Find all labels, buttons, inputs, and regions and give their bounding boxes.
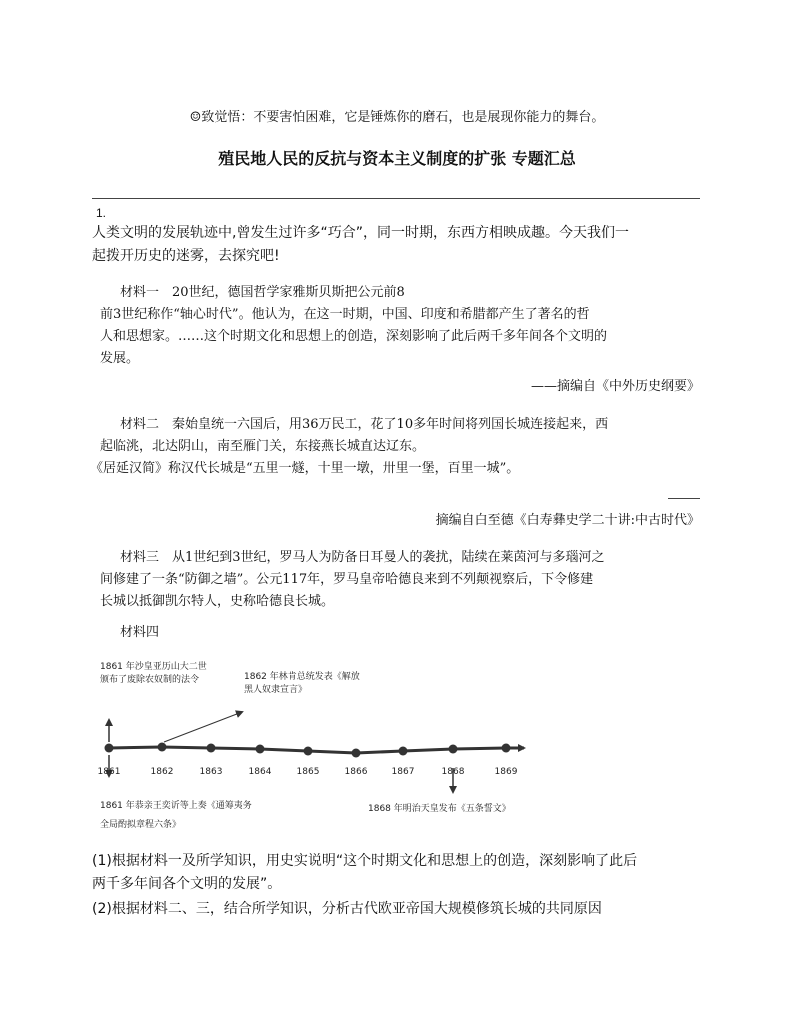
event-label-1862-lincoln: 黑人奴隶宣言》 [244,685,308,695]
title-divider [92,198,700,199]
material-2-line: 材料二 秦始皇统一六国后，用36万民工，花了10多年时间将列国长城连接起来，西 [120,417,609,432]
event-label-1861-serf: 1861 年沙皇亚历山大二世 [100,662,207,672]
event-label-1861-qing: 1861 年恭亲王奕䜣等上奏《通筹夷务 [100,801,252,811]
material-3-line: 材料三 从1世纪到3世纪，罗马人为防备日耳曼人的袭扰，陆续在莱茵河与多瑙河之 [120,550,605,565]
material-1-line: 人和思想家。……这个时期文化和思想上的创造，深刻影响了此后两千多年间各个文明的 [100,329,608,344]
timeline-figure [92,652,532,838]
source-dash [668,498,700,499]
event-label-1861-serf: 颁布了废除农奴制的法令 [100,675,200,685]
timeline-year-1863: 1863 [199,767,223,777]
material-1 [100,282,700,370]
timeline-year-1864: 1864 [248,767,272,777]
question-intro [92,222,700,268]
timeline-dot-1866 [352,749,361,758]
question-2: (2)根据材料二、三，结合所学知识，分析古代欧亚帝国大规模修筑长城的共同原因 [92,901,602,917]
question-number: 1. [96,206,107,220]
material-2 [90,414,700,480]
timeline-dot-1864 [256,745,265,754]
timeline-axis [109,747,524,753]
page-title: 殖民地人民的反抗与资本主义制度的扩张 专题汇总 [218,149,576,168]
timeline-dot-1868 [449,745,458,754]
timeline-dot-1869 [502,744,511,753]
timeline-year-1867: 1867 [391,767,415,777]
question-line: (1)根据材料一及所学知识，用史实说明“这个时期文化和思想上的创造，深刻影响了此后 [92,853,638,869]
timeline-dot-1865 [304,747,313,756]
question-1 [92,850,702,896]
material-1-line: 前3世纪称作“轴心时代”。他认为，在这一时期，中国、印度和希腊都产生了著名的哲 [100,307,590,322]
timeline-dot-1867 [399,747,408,756]
material-4-label: 材料四 [120,625,160,640]
timeline-year-1866: 1866 [344,767,368,777]
event-label-1868-meiji: 1868 年明治天皇发布《五条誓文》 [368,804,511,814]
event-label-1861-qing: 全局酌拟章程六条》 [100,820,182,830]
material-3-line: 间修建了一条“防御之墙”。公元117年，罗马皇帝哈德良来到不列颠视察后，下令修建 [100,572,594,587]
intro-line: 人类文明的发展轨迹中,曾发生过许多“巧合”，同一时期，东西方相映成趣。今天我们一 [92,225,629,241]
material-1-line: 发展。 [100,351,140,366]
timeline-dot-1862 [158,743,167,752]
material-1-line: 材料一 20世纪，德国哲学家雅斯贝斯把公元前8 [120,285,405,300]
timeline-year-1861: 1861 [97,767,121,777]
material-3-line: 长城以抵御凯尔特人，史称哈德良长城。 [100,594,335,609]
material-2-line: 起临洮，北达阴山，南至雁门关，东接燕长城直达辽东。 [100,439,426,454]
timeline-year-1862: 1862 [150,767,174,777]
arrow-1862-to-lincoln [164,712,242,742]
question-line: 两千多年间各个文明的发展”。 [92,876,282,892]
timeline-year-1868: 1868 [441,767,465,777]
event-label-1862-lincoln: 1862 年林肯总统发表《解放 [244,672,360,682]
material-2-source: 摘编自白至德《白寿彝史学二十讲:中古时代》 [435,513,700,528]
timeline-year-1865: 1865 [296,767,320,777]
intro-line: 起拨开历史的迷雾，去探究吧! [92,248,280,264]
material-2-line: 《居延汉简》称汉代长城是“五里一燧，十里一墩，卅里一堡，百里一城”。 [90,461,520,476]
timeline-dot-1861 [105,744,114,753]
timeline-year-1869: 1869 [494,767,518,777]
material-3 [100,547,700,613]
timeline-dot-1863 [207,744,216,753]
material-1-source: ——摘编自《中外历史纲要》 [530,379,700,394]
motto-line: ☺致觉悟：不要害怕困难，它是锤炼你的磨石，也是展现你能力的舞台。 [189,110,605,125]
